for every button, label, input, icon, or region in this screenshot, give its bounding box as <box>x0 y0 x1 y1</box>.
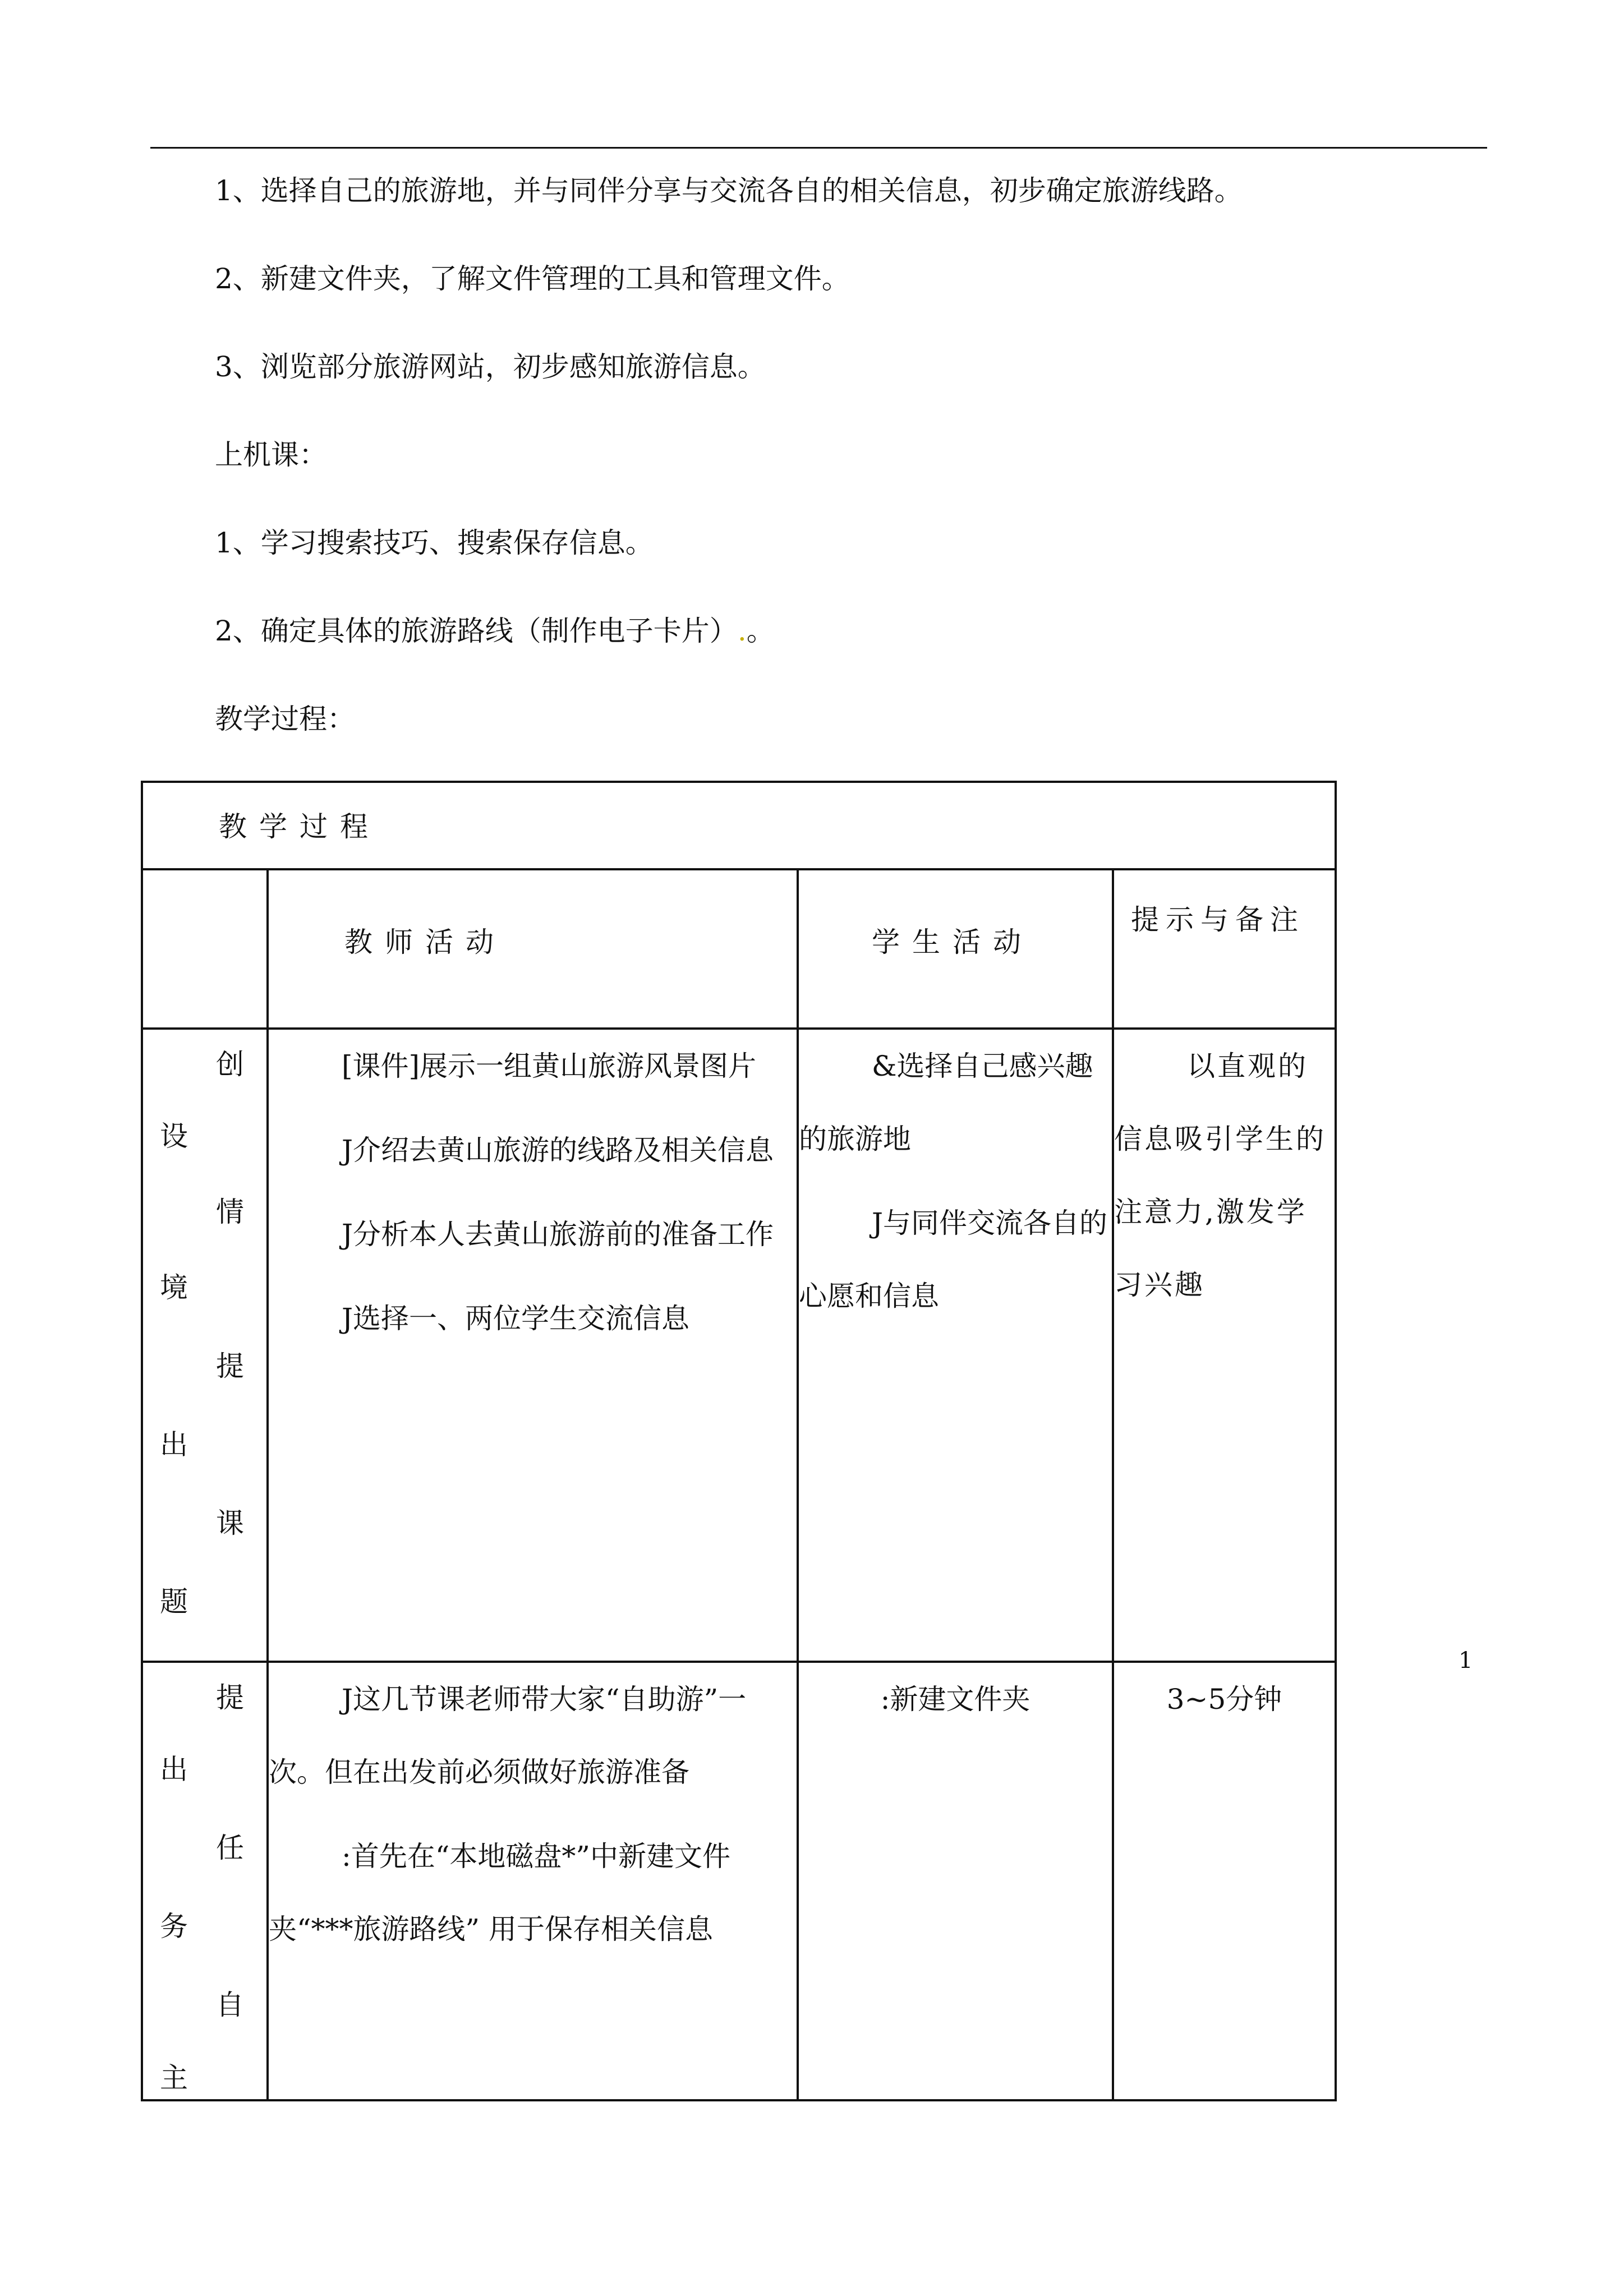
note-text: 3~5分钟 <box>1166 1683 1282 1716</box>
stage-cell <box>142 1029 268 1662</box>
stage-char: 课 <box>216 1507 244 1539</box>
stage-char: 自 <box>216 1989 244 2021</box>
teacher-activity-item: J选择一、两位学生交流信息 <box>342 1302 690 1335</box>
stage-cell <box>142 1662 268 2100</box>
stray-dot: . <box>737 615 747 647</box>
stage-char: 出 <box>160 1428 188 1461</box>
stage-char: 题 <box>160 1585 188 1618</box>
teacher-activity-item: J分析本人去黄山旅游前的准备工作 <box>342 1218 774 1251</box>
table-row <box>142 1662 1336 2100</box>
intro-line-5-end: 。 <box>746 615 775 647</box>
teaching-process-table <box>141 781 1337 2101</box>
header-note-cell <box>1113 869 1336 1029</box>
stage-char: 主 <box>160 2062 188 2094</box>
student-activity-item: J与同伴交流各自的心愿和信息 <box>799 1207 1108 1312</box>
note-cell <box>1113 1029 1336 1662</box>
header-teacher-cell <box>268 869 798 1029</box>
intro-line-2: 2、新建文件夹，了解文件管理的工具和管理文件。 <box>215 262 850 295</box>
intro-line-5 <box>215 614 775 648</box>
intro-line-4: 1、学习搜索技巧、搜索保存信息。 <box>215 527 654 559</box>
intro-line-5-text: 2、确定具体的旅游路线（制作电子卡片） <box>215 615 738 647</box>
intro-line-3: 3、浏览部分旅游网站，初步感知旅游信息。 <box>215 351 766 383</box>
header-teacher: 教师活动 <box>344 926 506 958</box>
teacher-activity-item: [课件]展示一组黄山旅游风景图片 <box>342 1050 757 1082</box>
student-activity-cell <box>798 1662 1113 2100</box>
table-title: 教学过程 <box>219 810 380 843</box>
student-activity-item: :新建文件夹 <box>880 1683 1030 1716</box>
header-student: 学生活动 <box>872 926 1033 958</box>
note-cell <box>1113 1662 1336 2100</box>
stage-char: 任 <box>216 1832 244 1864</box>
stage-char: 设 <box>160 1120 188 1152</box>
teacher-activity-item: J这几节课老师带大家“自助游”一次。但在出发前必须做好旅游准备 <box>269 1683 747 1788</box>
stage-char: 出 <box>160 1753 188 1786</box>
stage-char: 情 <box>216 1196 244 1228</box>
header-student-cell <box>798 869 1113 1029</box>
student-activity-cell <box>798 1029 1113 1662</box>
stage-char: 务 <box>160 1910 188 1943</box>
header-note: 提示与备注 <box>1131 903 1305 936</box>
teacher-activity-item: J介绍去黄山旅游的线路及相关信息 <box>342 1134 774 1167</box>
student-activity-item: &选择自己感兴趣的旅游地 <box>799 1050 1093 1155</box>
page-number: 1 <box>1459 1648 1473 1673</box>
lab-lesson-heading: 上机课： <box>215 439 327 471</box>
teacher-activity-cell <box>268 1662 798 2100</box>
note-text: 以直观的信息吸引学生的注意力,激发学习兴趣 <box>1114 1050 1326 1301</box>
stage-char: 境 <box>160 1271 188 1304</box>
stage-char: 提 <box>216 1350 244 1382</box>
table-title-cell <box>142 782 1336 869</box>
stage-char: 创 <box>216 1048 244 1081</box>
table-row <box>142 1029 1336 1662</box>
teacher-activity-item: :首先在“本地磁盘*”中新建文件夹“***旅游路线” 用于保存相关信息 <box>269 1840 730 1945</box>
process-heading: 教学过程： <box>215 703 355 735</box>
header-stage-cell <box>142 869 268 1029</box>
intro-line-1: 1、选择自己的旅游地，并与同伴分享与交流各自的相关信息，初步确定旅游线路。 <box>215 174 1243 207</box>
header-rule <box>150 147 1487 149</box>
teacher-activity-cell <box>268 1029 798 1662</box>
stage-char: 提 <box>216 1681 244 1714</box>
